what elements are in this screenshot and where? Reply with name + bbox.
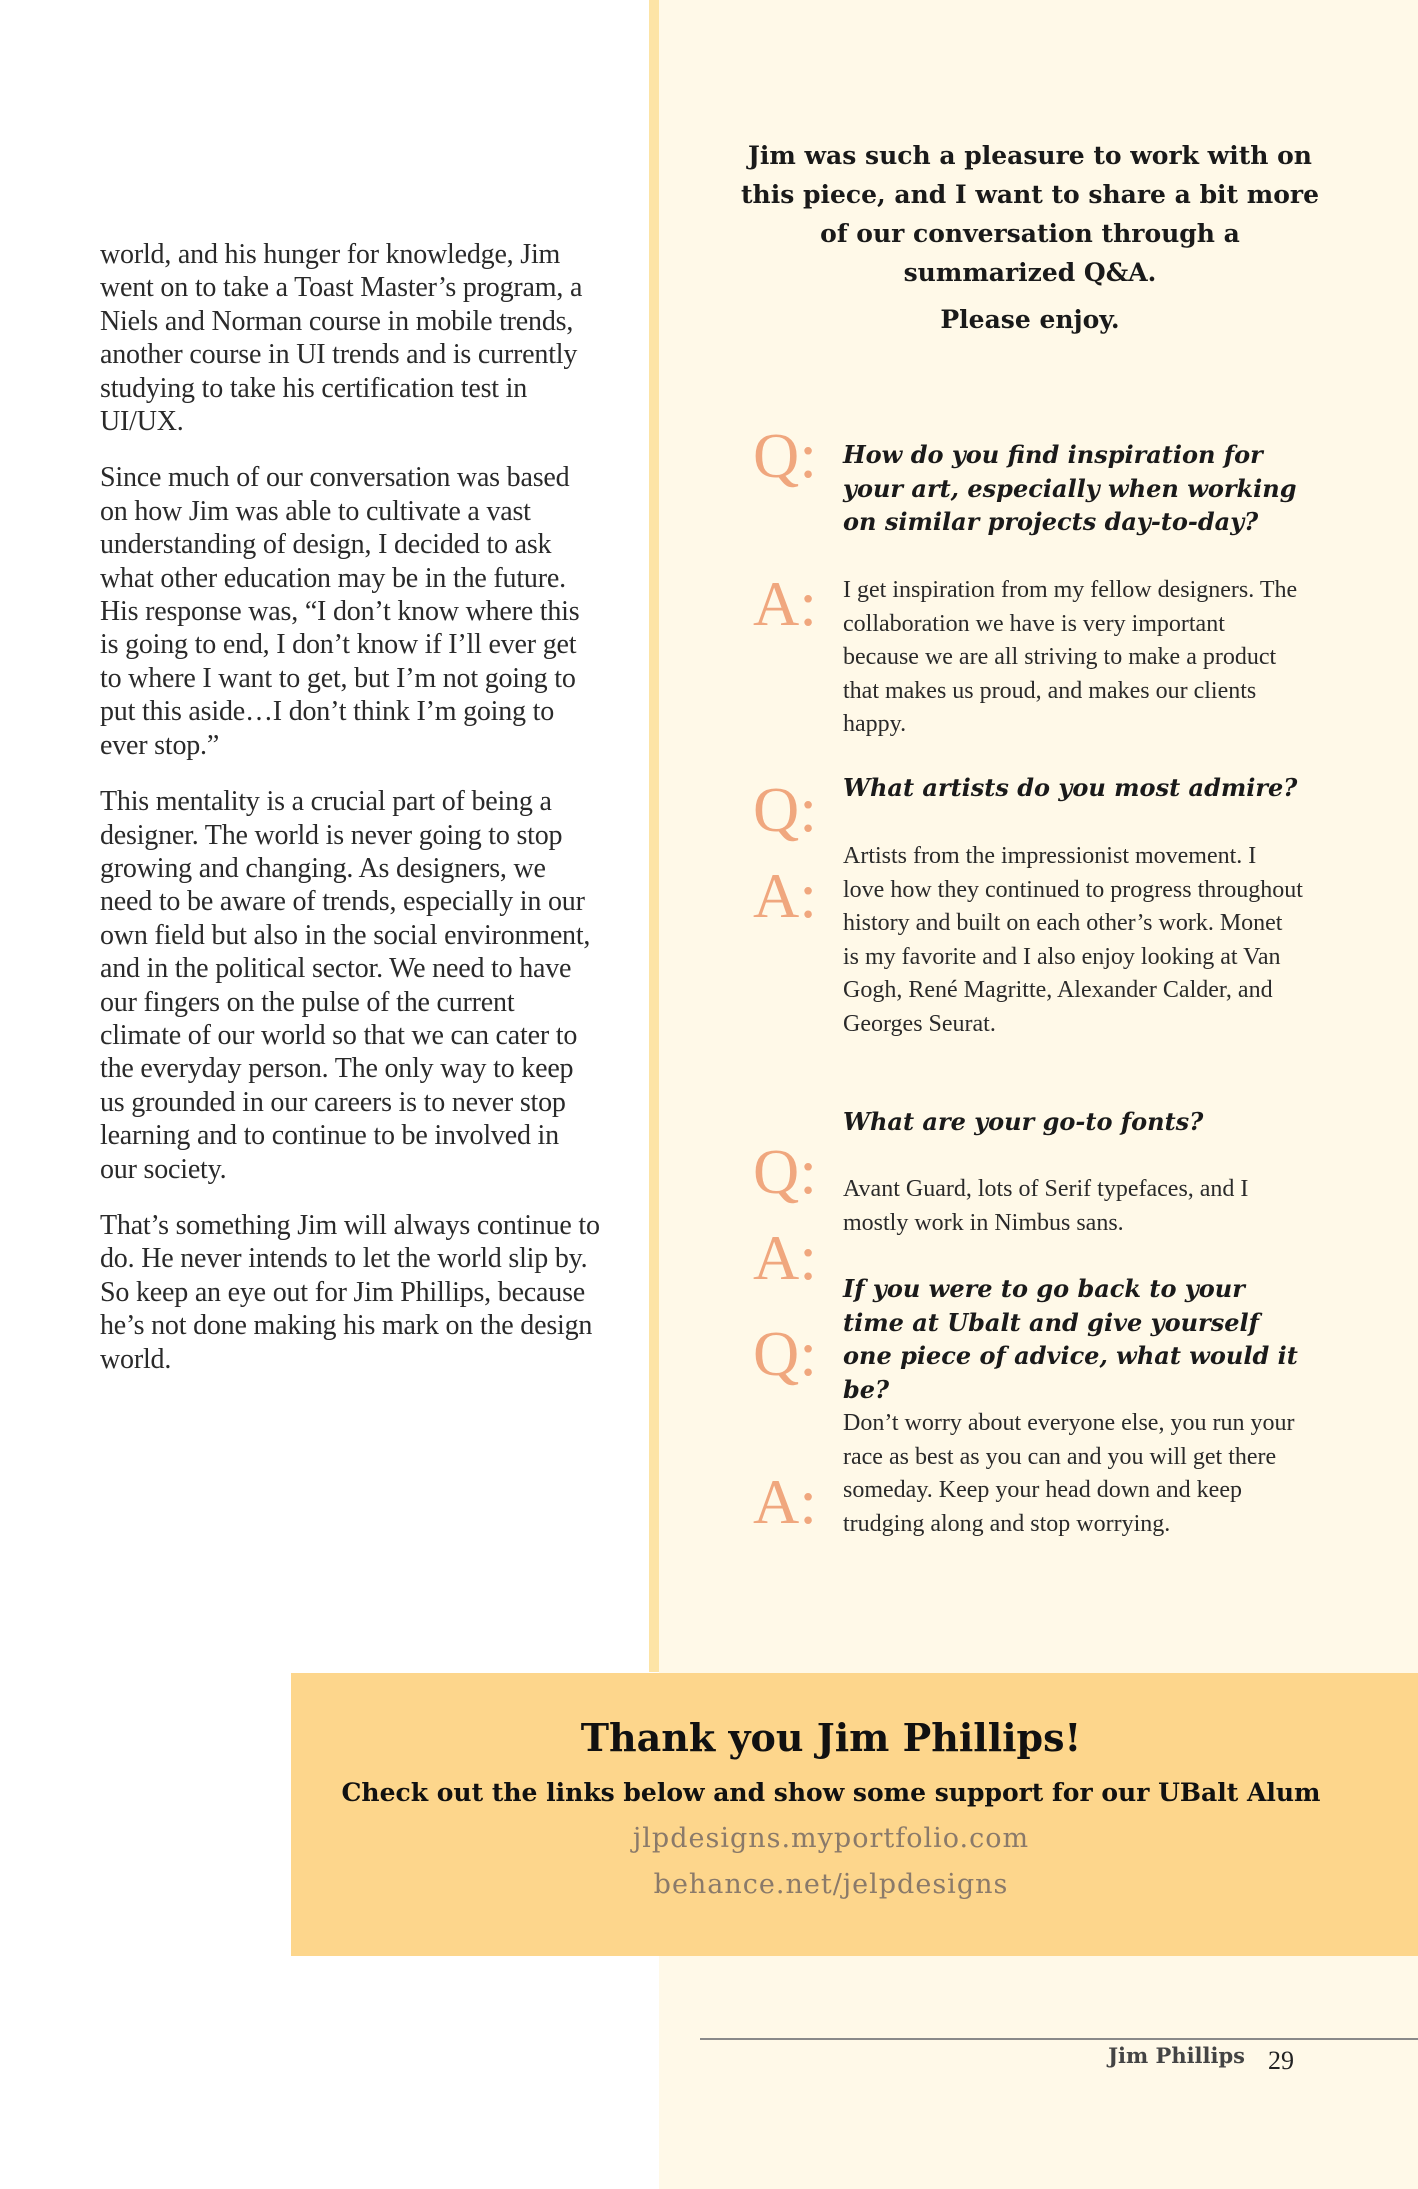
q-letter: Q: bbox=[753, 420, 817, 491]
qa-question-1: How do you find inspiration for your art, especially when working on similar projects day-to-day? bbox=[843, 440, 1297, 536]
thank-you-title: Thank you Jim Phillips! bbox=[580, 1715, 1082, 1760]
a-letter: A: bbox=[753, 1466, 817, 1537]
footer-divider bbox=[700, 2038, 1418, 2040]
qa-question-4: If you were to go back to your time at Ubalt and give yourself one piece of advice, what would it be? bbox=[843, 1274, 1298, 1404]
article-paragraph: This mentality is a crucial part of being a designer. The world is never going to stop growing and changing. As designers, we need to be aware of trends, especially in our own field but also in the social environment, and in the political sector. We need to have our fingers on the pulse of the current climate of our world so that we can cater to the everyday person. The only way to keep us grounded in our careers is to never stop learning and to continue to be involved in our society. bbox=[100, 786, 591, 1185]
footer-author-name: Jim Phillips bbox=[1108, 2043, 1245, 2068]
thank-you-subtitle: Check out the links below and show some support for our UBalt Alum bbox=[341, 1778, 1321, 1807]
page-number: 29 bbox=[1268, 2046, 1294, 2075]
qa-answer-1: I get inspiration from my fellow designers. The collaboration we have is very important because we are all striving to make a product that makes us proud, and makes our clients happy. bbox=[843, 577, 1298, 737]
article-paragraph: Since much of our conversation was based on how Jim was able to cultivate a vast understanding of design, I decided to ask what other education may be in the future. His response was, “I don’t know where this is going to end, I don’t know if I’ll ever get to where I want to get, but I’m not going to put this aside…I don’t think I’m going to ever stop.” bbox=[100, 462, 580, 761]
qa-enjoy-text: Please enjoy. bbox=[940, 305, 1120, 334]
a-letter: A: bbox=[753, 568, 817, 639]
article-paragraph: That’s something Jim will always continue to do. He never intends to let the world slip by. So keep an eye out for Jim Phillips, because he’s not done making his mark on the design world. bbox=[100, 1209, 600, 1375]
article-body bbox=[100, 238, 600, 1399]
q-letter: Q: bbox=[753, 1318, 817, 1389]
qa-intro-text: Jim was such a pleasure to work with on this piece, and I want to share a bit more of our conversation through a summarized Q&A. bbox=[740, 141, 1319, 287]
qa-answer-4: Don’t worry about everyone else, you run your race as best as you can and you will get there someday. Keep your head down and keep trudging along and stop worrying. bbox=[843, 1410, 1295, 1537]
q-letter: Q: bbox=[753, 774, 817, 845]
thank-you-box bbox=[291, 1673, 1418, 1956]
q-letter: Q: bbox=[753, 1136, 817, 1207]
qa-question-3: What are your go-to fonts? bbox=[843, 1107, 1204, 1136]
qa-question-2: What artists do you most admire? bbox=[843, 773, 1298, 802]
a-letter: A: bbox=[753, 1222, 817, 1293]
portfolio-link[interactable]: jlpdesigns.myportfolio.com bbox=[632, 1823, 1030, 1854]
qa-answer-3: Avant Guard, lots of Serif typefaces, and I mostly work in Nimbus sans. bbox=[843, 1176, 1249, 1236]
panel-edge bbox=[649, 0, 659, 1672]
qa-answer-2: Artists from the impressionist movement. I love how they continued to progress throughout history and built on each other’s work. Monet is my favorite and I also enjoy looking at Van Gogh, René Magritte, Alexander Calder, and Georges Seurat. bbox=[843, 843, 1303, 1037]
qa-intro bbox=[740, 136, 1320, 339]
a-letter: A: bbox=[753, 860, 817, 931]
behance-link[interactable]: behance.net/jelpdesigns bbox=[653, 1869, 1009, 1900]
article-paragraph: world, and his hunger for knowledge, Jim went on to take a Toast Master’s program, a Niels and Norman course in mobile trends, another course in UI trends and is currently studying to take his certification test in UI/UX. bbox=[100, 239, 583, 438]
